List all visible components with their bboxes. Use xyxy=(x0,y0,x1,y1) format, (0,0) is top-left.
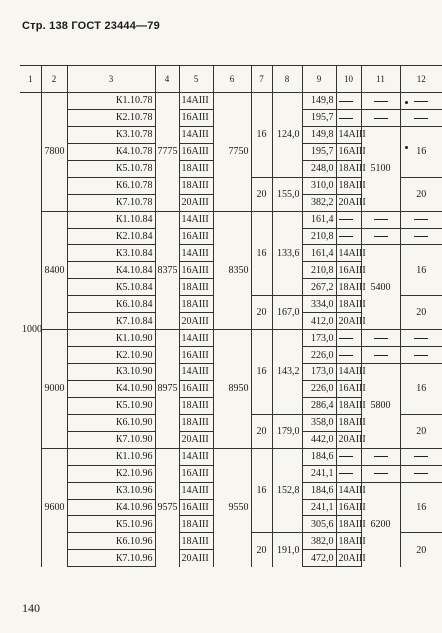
column-header: 9 xyxy=(302,66,336,93)
mass-cell: 149,8 xyxy=(302,126,336,143)
mark-cell: К7.10.90 xyxy=(67,431,155,448)
size-cell: 20 xyxy=(400,296,442,330)
rebar-cell: 16AIII xyxy=(179,109,213,126)
mass-cell: 149,8 xyxy=(302,93,336,110)
mass-cell: 241,1 xyxy=(302,465,336,482)
length-c-cell: 8950 xyxy=(213,330,251,449)
size-cell: 20 xyxy=(400,414,442,448)
rebar-b-cell: 20AIII xyxy=(336,550,361,567)
rebar-cell: 16AIII xyxy=(179,143,213,160)
empty-dash xyxy=(339,118,353,119)
mark-cell: К3.10.78 xyxy=(67,126,155,143)
length-cell: 9600 xyxy=(41,448,67,567)
mass-cell: 161,4 xyxy=(302,211,336,228)
rebar-b-cell: 18AIII xyxy=(336,533,361,550)
mark-cell: К1.10.84 xyxy=(67,211,155,228)
rebar-cell: 20AIII xyxy=(179,313,213,330)
margin-dot xyxy=(405,101,408,104)
column-header: 1 xyxy=(20,66,41,93)
mass-cell: 472,0 xyxy=(302,550,336,567)
mark-cell: К3.10.84 xyxy=(67,245,155,262)
rebar-b-cell: 20AIII xyxy=(336,431,361,448)
rebar-cell: 18AIII xyxy=(179,533,213,550)
rebar-b-cell: 18AIII xyxy=(336,177,361,194)
size-cell xyxy=(400,330,442,347)
rebar-cell: 18AIII xyxy=(179,296,213,313)
rebar-b-cell xyxy=(336,330,361,347)
column-header: 8 xyxy=(272,66,302,93)
column-header: 10 xyxy=(336,66,361,93)
rebar-b-cell: 18AIII xyxy=(336,279,361,296)
column-header: 12 xyxy=(400,66,442,93)
mark-cell: К5.10.96 xyxy=(67,516,155,533)
empty-dash xyxy=(339,473,353,474)
thickness-cell: 20 xyxy=(251,177,272,211)
mark-cell: К2.10.96 xyxy=(67,465,155,482)
mark-cell: К1.10.78 xyxy=(67,93,155,110)
column-header: 3 xyxy=(67,66,155,93)
thickness-cell: 16 xyxy=(251,93,272,178)
empty-dash xyxy=(414,236,428,237)
length-cell: 8400 xyxy=(41,211,67,330)
length-cell: 9000 xyxy=(41,330,67,449)
load-cell: 5400 xyxy=(361,245,400,330)
load-cell: 6200 xyxy=(361,482,400,567)
mark-cell: К4.10.90 xyxy=(67,380,155,397)
empty-dash xyxy=(339,338,353,339)
length-b-cell: 9575 xyxy=(155,448,179,567)
rebar-cell: 20AIII xyxy=(179,550,213,567)
mark-cell: К6.10.90 xyxy=(67,414,155,431)
empty-dash xyxy=(414,338,428,339)
length-cell: 7800 xyxy=(41,93,67,212)
size-cell xyxy=(400,347,442,364)
size-cell xyxy=(400,211,442,228)
empty-dash xyxy=(374,101,388,102)
rebar-b-cell: 18AIII xyxy=(336,516,361,533)
rebar-b-cell xyxy=(336,211,361,228)
thickness-cell: 20 xyxy=(251,533,272,567)
mass-cell: 412,0 xyxy=(302,313,336,330)
empty-dash xyxy=(414,118,428,119)
rebar-b-cell: 16AIII xyxy=(336,143,361,160)
rebar-b-cell: 16AIII xyxy=(336,499,361,516)
empty-dash xyxy=(414,473,428,474)
volume-cell: 179,0 xyxy=(272,414,302,448)
mass-cell: 334,0 xyxy=(302,296,336,313)
thickness-cell: 16 xyxy=(251,448,272,533)
rebar-b-cell: 16AIII xyxy=(336,262,361,279)
empty-dash xyxy=(374,355,388,356)
rebar-b-cell xyxy=(336,93,361,110)
mark-cell: К7.10.84 xyxy=(67,313,155,330)
mark-cell: К5.10.90 xyxy=(67,397,155,414)
column-header: 2 xyxy=(41,66,67,93)
length-c-cell: 8350 xyxy=(213,211,251,330)
rebar-b-cell: 14AIII xyxy=(336,482,361,499)
rebar-cell: 14AIII xyxy=(179,245,213,262)
table-row xyxy=(20,330,442,347)
rebar-cell: 18AIII xyxy=(179,160,213,177)
thickness-cell: 16 xyxy=(251,330,272,415)
size-cell xyxy=(400,465,442,482)
mass-cell: 358,0 xyxy=(302,414,336,431)
mass-cell: 442,0 xyxy=(302,431,336,448)
load-cell xyxy=(361,465,400,482)
volume-cell: 191,0 xyxy=(272,533,302,567)
rebar-cell: 20AIII xyxy=(179,431,213,448)
rebar-cell: 18AIII xyxy=(179,516,213,533)
rebar-cell: 14AIII xyxy=(179,126,213,143)
empty-dash xyxy=(414,456,428,457)
empty-dash xyxy=(339,355,353,356)
load-cell xyxy=(361,109,400,126)
size-cell xyxy=(400,228,442,245)
size-cell: 16 xyxy=(400,245,442,296)
rebar-b-cell xyxy=(336,109,361,126)
volume-cell: 167,0 xyxy=(272,296,302,330)
rebar-b-cell xyxy=(336,448,361,465)
rebar-cell: 14AIII xyxy=(179,211,213,228)
size-cell: 16 xyxy=(400,126,442,177)
mark-cell: К4.10.78 xyxy=(67,143,155,160)
rebar-b-cell: 18AIII xyxy=(336,296,361,313)
gost-data-table xyxy=(20,65,442,567)
rebar-b-cell: 14AIII xyxy=(336,126,361,143)
empty-dash xyxy=(339,219,353,220)
page-number: 140 xyxy=(22,601,40,615)
table-row xyxy=(20,93,442,110)
load-cell: 5100 xyxy=(361,126,400,211)
size-cell: 16 xyxy=(400,364,442,415)
table-row xyxy=(20,448,442,465)
mass-cell: 161,4 xyxy=(302,245,336,262)
empty-dash xyxy=(339,456,353,457)
mass-cell: 210,8 xyxy=(302,262,336,279)
mark-cell: К7.10.78 xyxy=(67,194,155,211)
page-header: Стр. 138 ГОСТ 23444—79 xyxy=(22,20,160,32)
rebar-cell: 18AIII xyxy=(179,177,213,194)
mark-cell: К3.10.90 xyxy=(67,364,155,381)
mark-cell: К2.10.90 xyxy=(67,347,155,364)
column-header: 6 xyxy=(213,66,251,93)
mass-cell: 195,7 xyxy=(302,109,336,126)
load-cell xyxy=(361,228,400,245)
mass-cell: 267,2 xyxy=(302,279,336,296)
rebar-cell: 16AIII xyxy=(179,465,213,482)
rebar-cell: 16AIII xyxy=(179,262,213,279)
rebar-cell: 14AIII xyxy=(179,482,213,499)
thickness-cell: 20 xyxy=(251,296,272,330)
diameter-cell: 1000 xyxy=(22,324,42,336)
size-cell xyxy=(400,109,442,126)
mark-cell: К5.10.84 xyxy=(67,279,155,296)
mark-cell: К4.10.84 xyxy=(67,262,155,279)
size-cell: 20 xyxy=(400,177,442,211)
empty-dash xyxy=(339,236,353,237)
rebar-b-cell: 16AIII xyxy=(336,380,361,397)
mass-cell: 184,6 xyxy=(302,482,336,499)
rebar-cell: 16AIII xyxy=(179,228,213,245)
mark-cell: К2.10.84 xyxy=(67,228,155,245)
mass-cell: 226,0 xyxy=(302,380,336,397)
rebar-cell: 18AIII xyxy=(179,414,213,431)
rebar-b-cell: 20AIII xyxy=(336,194,361,211)
mass-cell: 305,6 xyxy=(302,516,336,533)
mark-cell: К6.10.78 xyxy=(67,177,155,194)
volume-cell: 124,0 xyxy=(272,93,302,178)
length-b-cell: 8975 xyxy=(155,330,179,449)
mass-cell: 241,1 xyxy=(302,499,336,516)
size-cell: 20 xyxy=(400,533,442,567)
rebar-b-cell: 18AIII xyxy=(336,160,361,177)
empty-dash xyxy=(374,473,388,474)
empty-dash xyxy=(414,101,428,102)
mass-cell: 226,0 xyxy=(302,347,336,364)
load-cell xyxy=(361,211,400,228)
mark-cell: К1.10.90 xyxy=(67,330,155,347)
volume-cell: 143,2 xyxy=(272,330,302,415)
volume-cell: 133,6 xyxy=(272,211,302,296)
mass-cell: 210,8 xyxy=(302,228,336,245)
mark-cell: К4.10.96 xyxy=(67,499,155,516)
rebar-b-cell xyxy=(336,347,361,364)
volume-cell: 155,0 xyxy=(272,177,302,211)
mass-cell: 382,0 xyxy=(302,533,336,550)
rebar-b-cell xyxy=(336,465,361,482)
mark-cell: К7.10.96 xyxy=(67,550,155,567)
mass-cell: 286,4 xyxy=(302,397,336,414)
load-cell xyxy=(361,448,400,465)
rebar-cell: 14AIII xyxy=(179,448,213,465)
rebar-b-cell: 18AIII xyxy=(336,414,361,431)
empty-dash xyxy=(414,219,428,220)
column-header: 5 xyxy=(179,66,213,93)
length-b-cell: 8375 xyxy=(155,211,179,330)
table-row xyxy=(20,211,442,228)
empty-dash xyxy=(414,355,428,356)
rebar-cell: 14AIII xyxy=(179,330,213,347)
rebar-b-cell: 14AIII xyxy=(336,245,361,262)
thickness-cell: 20 xyxy=(251,414,272,448)
rebar-cell: 20AIII xyxy=(179,194,213,211)
mark-cell: К1.10.96 xyxy=(67,448,155,465)
empty-dash xyxy=(374,219,388,220)
load-cell xyxy=(361,330,400,347)
rebar-b-cell: 20AIII xyxy=(336,313,361,330)
mark-cell: К6.10.84 xyxy=(67,296,155,313)
margin-dot xyxy=(405,146,408,149)
empty-dash xyxy=(374,118,388,119)
column-header: 7 xyxy=(251,66,272,93)
empty-dash xyxy=(339,101,353,102)
mass-cell: 195,7 xyxy=(302,143,336,160)
column-header: 4 xyxy=(155,66,179,93)
column-header: 11 xyxy=(361,66,400,93)
length-c-cell: 9550 xyxy=(213,448,251,567)
mass-cell: 382,2 xyxy=(302,194,336,211)
size-cell xyxy=(400,448,442,465)
mass-cell: 310,0 xyxy=(302,177,336,194)
rebar-b-cell: 18AIII xyxy=(336,397,361,414)
rebar-cell: 14AIII xyxy=(179,364,213,381)
rebar-cell: 18AIII xyxy=(179,279,213,296)
mass-cell: 248,0 xyxy=(302,160,336,177)
rebar-cell: 16AIII xyxy=(179,499,213,516)
mark-cell: К5.10.78 xyxy=(67,160,155,177)
rebar-cell: 18AIII xyxy=(179,397,213,414)
thickness-cell: 16 xyxy=(251,211,272,296)
empty-dash xyxy=(374,236,388,237)
length-c-cell: 7750 xyxy=(213,93,251,212)
mark-cell: К6.10.96 xyxy=(67,533,155,550)
volume-cell: 152,8 xyxy=(272,448,302,533)
empty-dash xyxy=(374,456,388,457)
mark-cell: К2.10.78 xyxy=(67,109,155,126)
mass-cell: 173,0 xyxy=(302,364,336,381)
load-cell: 5800 xyxy=(361,364,400,449)
length-b-cell: 7775 xyxy=(155,93,179,212)
rebar-b-cell: 14AIII xyxy=(336,364,361,381)
load-cell xyxy=(361,93,400,110)
rebar-cell: 16AIII xyxy=(179,347,213,364)
empty-dash xyxy=(374,338,388,339)
load-cell xyxy=(361,347,400,364)
header-row xyxy=(20,66,442,93)
rebar-cell: 16AIII xyxy=(179,380,213,397)
mark-cell: К3.10.96 xyxy=(67,482,155,499)
mass-cell: 184,6 xyxy=(302,448,336,465)
rebar-cell: 14AIII xyxy=(179,93,213,110)
size-cell: 16 xyxy=(400,482,442,533)
rebar-b-cell xyxy=(336,228,361,245)
mass-cell: 173,0 xyxy=(302,330,336,347)
